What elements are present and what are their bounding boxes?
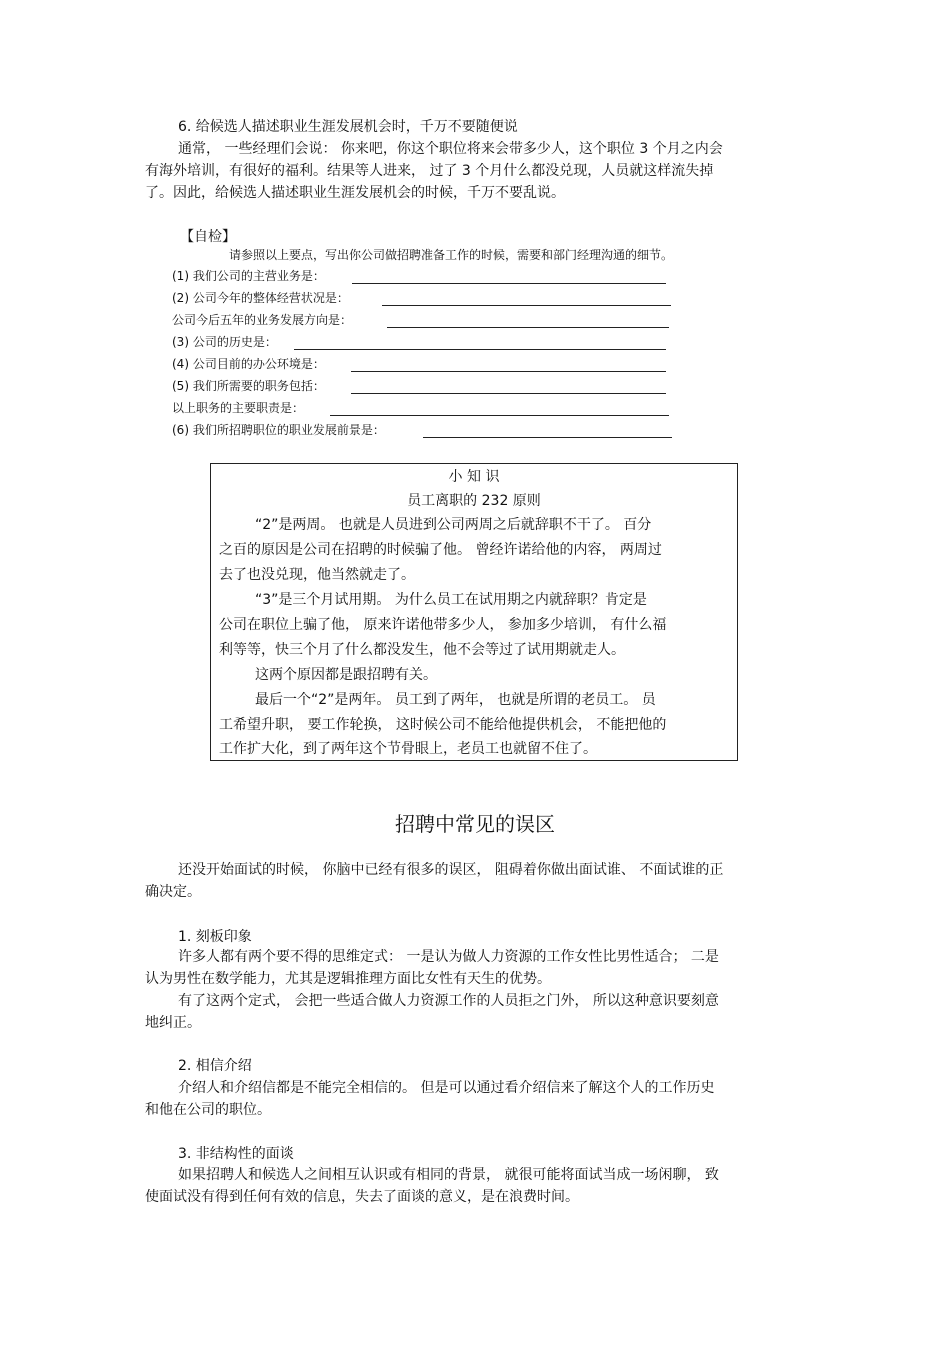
knowledge-line: 去了也没兑现，他当然就走了。 (219, 567, 415, 583)
fill-in-line[interactable] (423, 437, 672, 438)
fill-in-line[interactable] (352, 283, 666, 284)
form-label: (3) 公司的历史是： (172, 335, 277, 349)
knowledge-line: 之百的原因是公司在招聘的时候骗了他。 曾经许诺给他的内容， 两周过 (219, 542, 662, 558)
form-label: (1) 我们公司的主营业务是： (172, 269, 325, 283)
paragraph-line: 如果招聘人和候选人之间相互认识或有相同的背景， 就很可能将面试当成一场闲聊， 致 (178, 1167, 719, 1183)
knowledge-line: 这两个原因都是跟招聘有关。 (255, 667, 437, 683)
selfcheck-title: 【自检】 (180, 229, 236, 245)
form-label: 公司今后五年的业务发展方向是： (172, 313, 353, 327)
fill-in-line[interactable] (387, 327, 669, 328)
knowledge-line: 最后一个“2”是两年。 员工到了两年， 也就是所谓的老员工。 员 (255, 692, 656, 708)
form-label: 以上职务的主要职责是： (172, 401, 305, 415)
knowledge-line: “3”是三个月试用期。 为什么员工在试用期之内就辞职？肯定是 (255, 592, 647, 608)
paragraph-line: 地纠正。 (145, 1015, 201, 1031)
knowledge-line: 利等等，快三个月了什么都没发生，他不会等过了试用期就走人。 (219, 642, 625, 658)
paragraph-line: 有海外培训，有很好的福利。结果等人进来， 过了 3 个月什么都没兑现，人员就这样流失掉 (145, 163, 714, 179)
form-label: (4) 公司目前的办公环境是： (172, 357, 325, 371)
section-heading: 3. 非结构性的面谈 (178, 1146, 294, 1162)
knowledge-box (210, 463, 738, 761)
paragraph-line: 通常， 一些经理们会说： 你来吧，你这个职位将来会带多少人，这个职位 3 个月之内会 (178, 141, 723, 157)
form-label: (6) 我们所招聘职位的职业发展前景是： (172, 423, 385, 437)
form-label: (2) 公司今年的整体经营状况是： (172, 291, 349, 305)
page-title: 招聘中常见的误区 (395, 812, 555, 836)
paragraph-line: 和他在公司的职位。 (145, 1102, 271, 1118)
fill-in-line[interactable] (294, 349, 666, 350)
paragraph-line: 认为男性在数学能力，尤其是逻辑推理方面比女性有天生的优势。 (145, 971, 551, 987)
paragraph-line: 确决定。 (145, 884, 201, 900)
knowledge-line: “2”是两周。 也就是人员进到公司两周之后就辞职不干了。 百分 (255, 517, 652, 533)
knowledge-subtitle: 员工离职的 232 原则 (407, 493, 541, 509)
fill-in-line[interactable] (382, 305, 671, 306)
knowledge-line: 工希望升职， 要工作轮换， 这时候公司不能给他提供机会， 不能把他的 (219, 717, 667, 733)
paragraph-line: 有了这两个定式， 会把一些适合做人力资源工作的人员拒之门外， 所以这种意识要刻意 (178, 993, 719, 1009)
fill-in-line[interactable] (351, 393, 666, 394)
paragraph-line: 使面试没有得到任何有效的信息，失去了面谈的意义，是在浪费时间。 (145, 1189, 579, 1205)
selfcheck-instruction: 请参照以上要点，写出你公司做招聘准备工作的时候，需要和部门经理沟通的细节。 (229, 248, 674, 262)
paragraph-line: 还没开始面试的时候， 你脑中已经有很多的误区， 阻碍着你做出面试谁、 不面试谁的正 (178, 862, 724, 878)
knowledge-line: 工作扩大化，到了两年这个节骨眼上，老员工也就留不住了。 (219, 741, 597, 757)
section-heading: 6. 给候选人描述职业生涯发展机会时，千万不要随便说 (178, 119, 518, 135)
section-heading: 2. 相信介绍 (178, 1058, 252, 1074)
knowledge-line: 公司在职位上骗了他， 原来许诺他带多少人， 参加多少培训， 有什么福 (219, 617, 667, 633)
section-heading: 1. 刻板印象 (178, 929, 252, 945)
knowledge-title: 小 知 识 (448, 469, 500, 485)
form-label: (5) 我们所需要的职务包括： (172, 379, 325, 393)
fill-in-line[interactable] (351, 371, 666, 372)
paragraph-line: 许多人都有两个要不得的思维定式： 一是认为做人力资源的工作女性比男性适合； 二是 (178, 949, 719, 965)
paragraph-line: 介绍人和介绍信都是不能完全相信的。 但是可以通过看介绍信来了解这个人的工作历史 (178, 1080, 715, 1096)
fill-in-line[interactable] (330, 415, 669, 416)
paragraph-line: 了。因此，给候选人描述职业生涯发展机会的时候，千万不要乱说。 (145, 185, 565, 201)
